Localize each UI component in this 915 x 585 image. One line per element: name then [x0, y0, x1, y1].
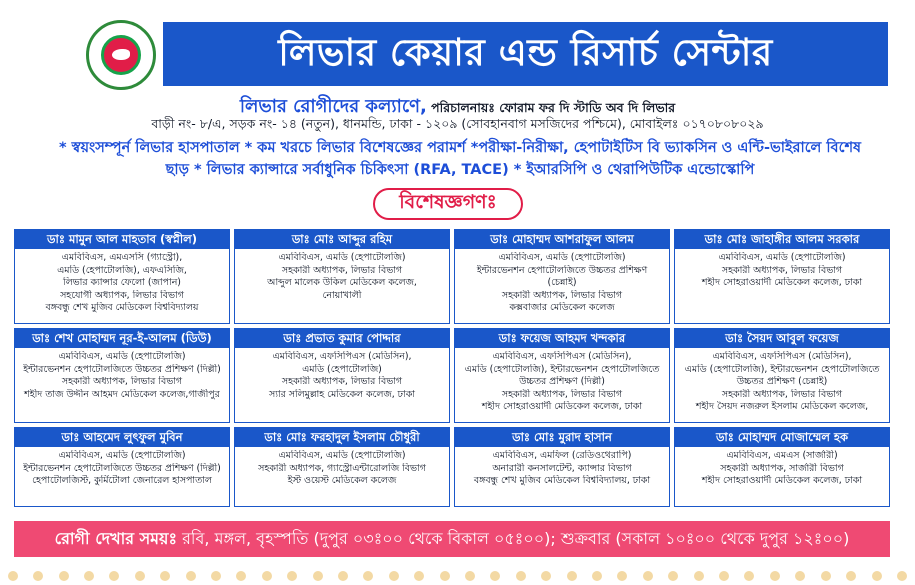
dot-icon: [135, 571, 145, 581]
doctor-card: [234, 427, 450, 507]
credential-line: এমডি (হেপাটোলজি), ইন্টারভেনশন হেপাটোলজিতে: [684, 363, 880, 375]
doctor-card: [234, 229, 450, 324]
dot-icon: [744, 571, 754, 581]
liver-emblem-icon: [101, 35, 141, 75]
dot-icon: [414, 571, 424, 581]
dot-icon: [897, 571, 907, 581]
credential-line: সহকারী অধ্যাপক, লিভার বিভাগ: [501, 289, 623, 301]
credential-line: শহীদ সোহরাওয়ার্দী মেডিকেল কলেজ, ঢাকা: [701, 475, 863, 487]
credential-line: এমবিবিএস, এমএস (সার্জারী): [726, 450, 838, 461]
credential-line: এমবিবিএস, এমডি (হেপাটোলজি): [58, 450, 186, 461]
doctor-name: ডাঃ মোহাম্মদ মোজাম্মেল হক: [675, 428, 889, 447]
dot-icon: [516, 571, 526, 581]
credential-line: সহকারী অধ্যাপক, লিভার বিভাগ: [281, 376, 403, 388]
doctor-card: [234, 328, 450, 423]
doctor-credentials: [455, 249, 669, 315]
dot-icon: [795, 571, 805, 581]
specialists-heading: [373, 188, 523, 220]
doctor-credentials: [675, 249, 889, 290]
credential-line: এমবিবিএস, এফসিপিএস (মেডিসিন),: [712, 351, 852, 362]
dot-icon: [719, 571, 729, 581]
dot-icon: [338, 571, 348, 581]
doctor-card: [14, 328, 230, 423]
credential-line: হেপাটোলজিস্ট, কুর্মিটোলা জেনারেল হাসপাতাল: [32, 475, 212, 487]
dot-icon: [59, 571, 69, 581]
dot-icon: [363, 571, 373, 581]
services-line-2: ছাড় * লিভার ক্যান্সারে সর্বাধুনিক চিকিৎসা (RFA, TACE) * ইআরসিপি ও থেরাপিউটিক এন্ডোস্কোপি: [165, 162, 755, 178]
doctor-name: ডাঃ ফয়েজ আহমদ খন্দকার: [455, 329, 669, 348]
doctor-name: ডাঃ আহমেদ লুৎফুল মুবিন: [15, 428, 229, 447]
decorative-dot-border: [0, 569, 915, 583]
credential-line: এমডি (হেপাটোলজি), এফএসিজি,: [57, 264, 187, 276]
dot-icon: [211, 571, 221, 581]
credential-line: সহকারী অধ্যাপক, লিভার বিভাগ: [721, 388, 843, 400]
doctor-name: ডাঃ মোঃ মুরাদ হাসান: [455, 428, 669, 447]
credential-line: এমবিবিএস, এফসিপিএস (মেডিসিন),: [272, 351, 412, 362]
subtitle-org: পরিচালনায়ঃ ফোরাম ফর দি স্টাডি অব দি লিভার: [426, 100, 676, 115]
dot-icon: [821, 571, 831, 581]
title-banner: [163, 22, 888, 86]
specialists-label: বিশেষজ্ঞগণঃ: [399, 191, 497, 213]
credential-line: শহীদ সোহরাওয়ার্দী মেডিকেল কলেজ, ঢাকা: [701, 277, 863, 289]
credential-line: ইন্টারভেনশন হেপাটোলজিতে উচ্চতর প্রশিক্ষণ (দিল্লী): [23, 462, 221, 474]
dot-icon: [84, 571, 94, 581]
dot-icon: [567, 571, 577, 581]
doctor-card: [454, 427, 670, 507]
doctor-card: [454, 229, 670, 324]
page-title: লিভার কেয়ার এন্ড রিসার্চ সেন্টার: [278, 30, 773, 74]
credential-line: অনারারী কনসালটেন্ট, ক্যান্সার বিভাগ: [492, 462, 632, 474]
dot-icon: [160, 571, 170, 581]
doctor-name: ডাঃ মোঃ আব্দুর রহিম: [235, 230, 449, 249]
doctor-name: ডাঃ মামুন আল মাহতাব (স্বপ্নীল): [15, 230, 229, 249]
dot-icon: [109, 571, 119, 581]
doctor-name: ডাঃ মোহাম্মদ আশরাফুল আলম: [455, 230, 669, 249]
dot-icon: [465, 571, 475, 581]
credential-line: এমবিবিএস, এমডি (হেপাটোলজি): [718, 252, 846, 263]
doctor-credentials: [675, 447, 889, 488]
doctor-grid: [14, 229, 890, 507]
doctor-credentials: [15, 348, 229, 401]
credential-line: সহকারী অধ্যাপক, লিভার বিভাগ: [501, 388, 623, 400]
address: বাড়ী নং- ৮/এ, সড়ক নং- ১৪ (নতুন), ধানমন্ডি, ঢাকা - ১২০৯ (সোবহানবাগ মসজিদের পশ্চিমে), মোবাইলঃ ০১৭০৮০৮০২৯: [151, 116, 764, 131]
dot-icon: [236, 571, 246, 581]
credential-line: সহকারী অধ্যাপক, লিভার বিভাগ: [61, 376, 183, 388]
doctor-card: [674, 427, 890, 507]
credential-line: এমবিবিএস, এমফিল (রেডিওথেরাপি): [492, 450, 632, 461]
credential-line: এমডি (হেপাটোলজি): [302, 363, 382, 375]
credential-line: শহীদ তাজ উদ্দীন আহমদ মেডিকেল কলেজ,গাজীপুর: [24, 388, 220, 400]
credential-line: সহকারী অধ্যাপক, লিভার বিভাগ: [721, 264, 843, 276]
credential-line: এমডি (হেপাটোলজি), ইন্টারভেনশন হেপাটোলজিতে: [464, 363, 660, 375]
credential-line: উচ্চতর প্রশিক্ষণ (চেন্নাই): [736, 376, 828, 388]
dot-icon: [846, 571, 856, 581]
credential-line: (চেন্নাই): [547, 277, 577, 289]
doctor-card: [14, 229, 230, 324]
doctor-credentials: [235, 249, 449, 302]
credential-line: সহকারী অধ্যাপক, সার্জারী বিভাগ: [720, 462, 844, 474]
doctor-credentials: [455, 447, 669, 488]
dot-icon: [313, 571, 323, 581]
credential-line: স্যার সলিমুল্লাহ মেডিকেল কলেজ, ঢাকা: [269, 388, 415, 400]
services: [20, 137, 900, 181]
credential-line: বঙ্গবন্ধু শেখ মুজিব মেডিকেল বিশ্ববিদ্যালয়: [45, 302, 199, 314]
services-line-1: * স্বয়ংসম্পূর্ন লিভার হাসপাতাল * কম খরচে লিভার বিশেষজ্ঞের পরামর্শ *পরীক্ষা-নিরীক্ষা, হেপাটাইটিস বি ভ্যাকসিন ও এন্টি-ভাইরালে বিশেষ: [58, 140, 862, 156]
doctor-name: ডাঃ সৈয়দ আবুল ফয়েজ: [675, 329, 889, 348]
credential-line: সহকারী অধ্যাপক, গ্যাস্ট্রোএন্টারোলজি বিভাগ: [258, 462, 426, 474]
doctor-card: [14, 427, 230, 507]
visiting-hours-text: রবি, মঙ্গল, বৃহস্পতি (দুপুর ০৩ঃ০০ থেকে বিকাল ০৫ঃ০০); শুক্রবার (সকাল ১০ঃ০০ থেকে দুপুর ১২ঃ০০): [177, 528, 850, 548]
credential-line: এমবিবিএস, এমডি (হেপাটোলজি): [58, 351, 186, 362]
visiting-hours: [55, 526, 850, 553]
dot-icon: [668, 571, 678, 581]
credential-line: উচ্চতর প্রশিক্ষণ (দিল্লী): [519, 376, 605, 388]
doctor-card: [454, 328, 670, 423]
doctor-name: ডাঃ মোঃ ফরহাদুল ইসলাম চৌধুরী: [235, 428, 449, 447]
credential-line: শহীদ সোহরাওয়ার্দী মেডিকেল কলেজ, ঢাকা: [481, 401, 643, 413]
doctor-credentials: [675, 348, 889, 414]
credential-line: এমবিবিএস, এমডি (হেপাটোলজি): [278, 252, 406, 263]
credential-line: আব্দুল মালেক উকিল মেডিকেল কলেজ,: [267, 277, 417, 289]
credential-line: সহযোগী অধ্যাপক, লিভার বিভাগ: [60, 289, 184, 301]
dot-icon: [872, 571, 882, 581]
dot-icon: [8, 571, 18, 581]
credential-line: লিভার ক্যান্সার ফেলো (জাপান): [63, 277, 181, 289]
credential-line: এমবিবিএস, এমএসসি (গ্যাস্ট্রো),: [61, 252, 183, 263]
credential-line: নোয়াখালী: [322, 289, 362, 301]
forum-logo-icon: [86, 20, 156, 90]
credential-line: এমবিবিএস, এমডি (হেপাটোলজি): [498, 252, 626, 263]
doctor-credentials: [455, 348, 669, 414]
dot-icon: [262, 571, 272, 581]
dot-icon: [440, 571, 450, 581]
visiting-hours-bar: [14, 521, 890, 557]
doctor-card: [674, 328, 890, 423]
dot-icon: [592, 571, 602, 581]
credential-line: বঙ্গবন্ধু শেখ মুজিব মেডিকেল বিশ্ববিদ্যালয়, ঢাকা: [473, 475, 651, 487]
doctor-card: [674, 229, 890, 324]
doctor-credentials: [235, 348, 449, 401]
subtitle-main: লিভার রোগীদের কল্যাণে,: [239, 96, 427, 117]
dot-icon: [389, 571, 399, 581]
dot-icon: [617, 571, 627, 581]
doctor-credentials: [15, 447, 229, 488]
credential-line: এমবিবিএস, এমডি (হেপাটোলজি): [278, 450, 406, 461]
dot-icon: [541, 571, 551, 581]
dot-icon: [770, 571, 780, 581]
doctor-name: ডাঃ প্রভাত কুমার পোদ্দার: [235, 329, 449, 348]
credential-line: এমবিবিএস, এফসিপিএস (মেডিসিন),: [492, 351, 632, 362]
doctor-credentials: [235, 447, 449, 488]
dot-icon: [643, 571, 653, 581]
doctor-name: ডাঃ মোঃ জাহাঙ্গীর আলম সরকার: [675, 230, 889, 249]
dot-icon: [186, 571, 196, 581]
doctor-credentials: [15, 249, 229, 315]
dot-icon: [287, 571, 297, 581]
dot-icon: [33, 571, 43, 581]
doctor-name: ডাঃ শেখ মোহাম্মদ নূর-ই-আলম (ডিউ): [15, 329, 229, 348]
visiting-hours-label: রোগী দেখার সময়ঃ: [54, 528, 178, 548]
credential-line: শহীদ সৈয়দ নজরুল ইসলাম মেডিকেল কলেজ,: [695, 401, 869, 413]
credential-line: ইন্টারভেনশন হেপাটোলজিতে উচ্চতর প্রশিক্ষণ: [476, 264, 648, 276]
credential-line: সহকারী অধ্যাপক, লিভার বিভাগ: [281, 264, 403, 276]
dot-icon: [694, 571, 704, 581]
credential-line: ইন্টারভেনশন হেপাটোলজিতে উচ্চতর প্রশিক্ষণ (দিল্লী): [23, 363, 221, 375]
liver-icon: [112, 49, 130, 60]
dot-icon: [490, 571, 500, 581]
credential-line: ইস্ট ওয়েস্ট মেডিকেল কলেজ: [287, 475, 397, 487]
credential-line: কক্সবাজার মেডিকেল কলেজ: [509, 302, 615, 314]
